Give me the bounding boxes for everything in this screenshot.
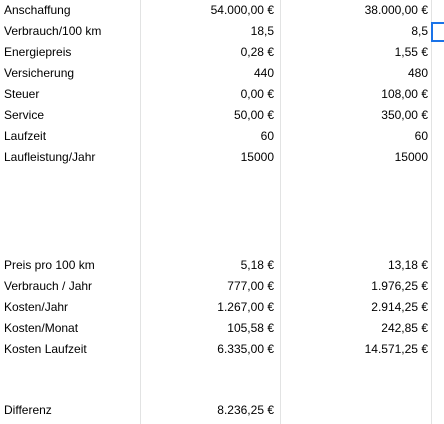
value-cell-b[interactable]: 60 <box>414 129 428 143</box>
value-cell-b[interactable]: 8,5 <box>411 24 428 38</box>
label-cell[interactable]: Preis pro 100 km <box>4 258 95 272</box>
table-row <box>0 210 444 231</box>
value-cell-a[interactable] <box>140 168 280 189</box>
label-cell[interactable]: Energiepreis <box>4 45 72 59</box>
value-cell-b[interactable] <box>280 231 431 252</box>
value-cell-b[interactable] <box>280 381 431 402</box>
label-cell[interactable]: Kosten/Jahr <box>4 300 69 314</box>
value-cell-b[interactable]: 13,18 € <box>387 258 428 272</box>
value-cell-a[interactable]: 5,18 € <box>240 258 274 272</box>
value-cell-a[interactable] <box>140 360 280 381</box>
label-cell[interactable]: Verbrauch / Jahr <box>4 279 93 293</box>
table-row <box>0 63 444 84</box>
table-row <box>0 339 444 360</box>
value-cell-b[interactable] <box>280 400 431 421</box>
value-cell-a[interactable]: 6.335,00 € <box>217 342 274 356</box>
table-row <box>0 168 444 189</box>
table-row <box>0 318 444 339</box>
value-cell-a[interactable] <box>140 189 280 210</box>
value-cell-b[interactable]: 242,85 € <box>381 321 428 335</box>
value-cell-b[interactable] <box>280 189 431 210</box>
label-cell[interactable] <box>0 360 140 381</box>
value-cell-a[interactable]: 0,28 € <box>240 45 274 59</box>
label-cell[interactable]: Laufleistung/Jahr <box>4 150 96 164</box>
label-cell[interactable] <box>0 210 140 231</box>
active-cell-selection[interactable] <box>431 22 444 42</box>
value-cell-b[interactable] <box>280 360 431 381</box>
label-cell[interactable]: Versicherung <box>4 66 75 80</box>
table-row <box>0 126 444 147</box>
label-cell[interactable]: Differenz <box>4 403 52 417</box>
label-cell[interactable]: Steuer <box>4 87 40 101</box>
value-cell-a[interactable] <box>140 210 280 231</box>
table-row <box>0 255 444 276</box>
value-cell-b[interactable] <box>280 168 431 189</box>
label-cell[interactable]: Service <box>4 108 45 122</box>
value-cell-b[interactable]: 38.000,00 € <box>364 3 428 17</box>
value-cell-a[interactable]: 50,00 € <box>233 108 274 122</box>
value-cell-a[interactable]: 8.236,25 € <box>217 403 274 417</box>
table-row <box>0 400 444 421</box>
value-cell-a[interactable]: 105,58 € <box>227 321 274 335</box>
table-row <box>0 0 444 21</box>
label-cell[interactable] <box>0 231 140 252</box>
value-cell-b[interactable]: 14.571,25 € <box>364 342 428 356</box>
value-cell-a[interactable] <box>140 231 280 252</box>
label-cell[interactable]: Laufzeit <box>4 129 47 143</box>
label-cell[interactable]: Verbrauch/100 km <box>4 24 102 38</box>
value-cell-b[interactable] <box>280 210 431 231</box>
value-cell-a[interactable]: 15000 <box>240 150 274 164</box>
value-cell-a[interactable]: 54.000,00 € <box>210 3 274 17</box>
table-row <box>0 276 444 297</box>
label-cell[interactable] <box>0 189 140 210</box>
table-row <box>0 42 444 63</box>
value-cell-b[interactable]: 15000 <box>394 150 428 164</box>
value-cell-a[interactable]: 18,5 <box>250 24 274 38</box>
label-cell[interactable]: Anschaffung <box>4 3 71 17</box>
value-cell-b[interactable]: 108,00 € <box>381 87 428 101</box>
table-row <box>0 105 444 126</box>
value-cell-a[interactable]: 60 <box>260 129 274 143</box>
table-row <box>0 231 444 252</box>
table-row <box>0 147 444 168</box>
table-row <box>0 189 444 210</box>
table-row <box>0 381 444 402</box>
value-cell-b[interactable]: 350,00 € <box>381 108 428 122</box>
value-cell-a[interactable]: 1.267,00 € <box>217 300 274 314</box>
table-row <box>0 297 444 318</box>
label-cell[interactable] <box>0 168 140 189</box>
value-cell-a[interactable] <box>140 381 280 402</box>
value-cell-b[interactable]: 480 <box>407 66 428 80</box>
value-cell-b[interactable]: 2.914,25 € <box>371 300 428 314</box>
table-row <box>0 360 444 381</box>
label-cell[interactable]: Kosten/Monat <box>4 321 79 335</box>
label-cell[interactable] <box>0 381 140 402</box>
value-cell-a[interactable]: 0,00 € <box>240 87 274 101</box>
value-cell-b[interactable]: 1,55 € <box>394 45 428 59</box>
value-cell-a[interactable]: 440 <box>253 66 274 80</box>
value-cell-a[interactable]: 777,00 € <box>227 279 274 293</box>
value-cell-b[interactable]: 1.976,25 € <box>371 279 428 293</box>
table-row <box>0 21 444 42</box>
table-row <box>0 84 444 105</box>
label-cell[interactable]: Kosten Laufzeit <box>4 342 87 356</box>
